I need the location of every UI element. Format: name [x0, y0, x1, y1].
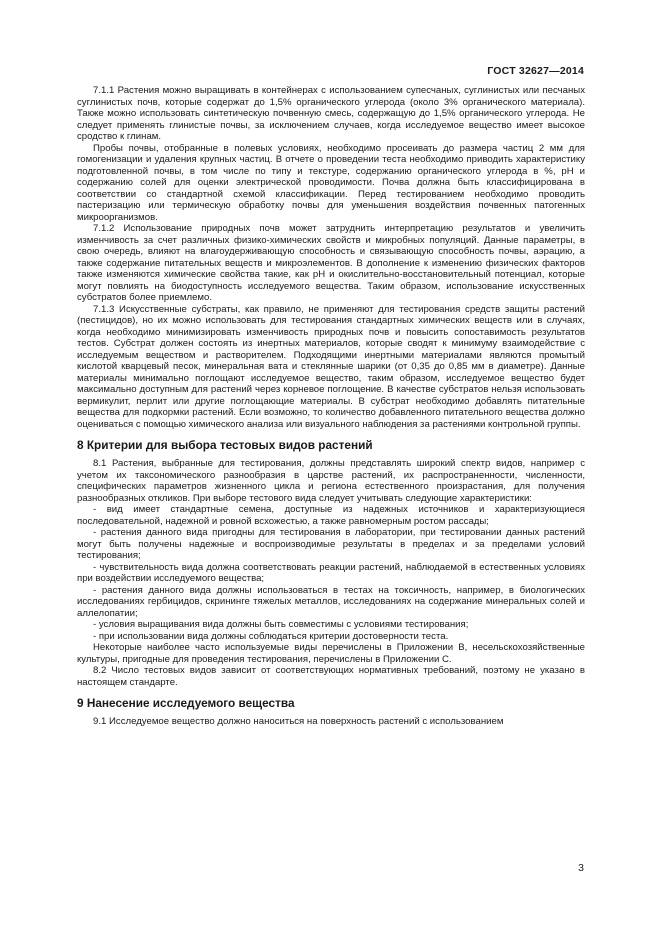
standard-header: ГОСТ 32627—2014: [487, 65, 584, 77]
list-item: - вид имеет стандартные семена, доступные из надежных источников и характеризующиеся последовательной, надежной и ровной всхожестью, а также равномерным ростом рассады;: [77, 504, 585, 527]
paragraph-species-note: Некоторые наиболее часто используемые виды перечислены в Приложении В, несельскохозяйственные культуры, пригодные для проведения тестирования, перечислены в Приложении С.: [77, 642, 585, 665]
list-item: - при использовании вида должны соблюдаться критерии достоверности теста.: [93, 630, 449, 642]
section-9-heading: 9 Нанесение исследуемого вещества: [77, 696, 295, 710]
paragraph-7-1-2: 7.1.2 Использование природных почв может затруднить интерпретацию результатов и увеличить изменчивость за счет различных физико-химических свойств и микробных популяций. Данные параметры, в свою очередь, влияют на влагоудерживающую способность и связывающую способность почвы, аэрацию, а также содержание питательных веществ и микроэлементов. В дополнение к изменению физических факторов также изменяются химические свойства такие, как pH и окислительно-восстановительный потенциал, которые могут повлиять на биодоступность исследуемого вещества. Таким образом, использование искусственных субстратов более приемлемо.: [77, 223, 585, 303]
list-item: - растения данного вида должны использоваться в тестах на токсичность, например, в биологических исследованиях гербицидов, скрининге тяжелых металлов, исследованиях на содержание минеральных солей и аллелопатии;: [77, 584, 585, 619]
document-body: [77, 85, 585, 728]
section-8-heading: 8 Критерии для выбора тестовых видов растений: [77, 438, 373, 452]
list-item: - чувствительность вида должна соответствовать реакции растений, наблюдаемой в естественных условиях при воздействии исследуемого вещества;: [77, 561, 585, 584]
paragraph-soil-samples: Пробы почвы, отобранные в полевых условиях, необходимо просеивать до размера частиц 2 мм для гомогенизации и удаления крупных частиц. В отчете о проведении теста необходимо приводить характеристику подготовленной почвы, в том числе по типу и текстуре, содержанию органического углерода в %, pH и содержанию солей для оценки электрической проводимости. Почва должна быть классифицирована в соответствии со стандартной схемой классификации. Перед тестированием необходимо проводить пастеризацию или термическую обработку почвы для уменьшения воздействия почвенных патогенных микроорганизмов.: [77, 142, 585, 223]
paragraph-8-2: 8.2 Число тестовых видов зависит от соответствующих нормативных требований, поэтому не указано в настоящем стандарте.: [77, 665, 585, 688]
paragraph-7-1-3: 7.1.3 Искусственные субстраты, как правило, не применяют для тестирования средств защиты растений (пестицидов), но их можно использовать для тестирования стандартных химических веществ или в случаях, когда необходимо минимизировать изменчивость природных почв и повысить сопоставимость результатов тестов. Субстрат должен состоять из инертных материалов, которые сводят к минимуму взаимодействие с исследуемым веществом и растворителем. Подходящими инертными материалами являются промытый кислотой кварцевый песок, минеральная вата и стеклянные шарики (от 0,35 до 0,85 мм в диаметре). Данные материалы минимально поглощают исследуемое вещество, таким образом, исследуемое вещество будет максимально доступным для растений через корневое поглощение. В качестве субстратов нельзя использовать вермикулит, перлит или другие поглощающие материалы. В субстрат необходимо добавлять питательные вещества для подкормки растений. Если возможно, то количество добавленного питательного вещества должно оцениваться с помощью химического анализа или визуального наблюдения за растениями контрольной группы.: [77, 303, 585, 430]
paragraph-7-1-1: 7.1.1 Растения можно выращивать в контейнерах с использованием супесчаных, суглинистых или песчаных суглинистых почв, которые содержат до 1,5% органического углерода (около 3% органического материала). Также можно использовать синтетическую почвенную смесь, содержащую до 1,5% органического углерода. Не следует применять глинистые почвы, за исключением случаев, когда исследуемое вещество имеет высокое сродство к глинам.: [77, 85, 585, 142]
list-item: - условия выращивания вида должны быть совместимы с условиями тестирования;: [93, 619, 469, 630]
paragraph-9-1: 9.1 Исследуемое вещество должно наноситься на поверхность растений с использованием: [93, 716, 504, 727]
page-number: 3: [578, 862, 584, 874]
paragraph-8-1: 8.1 Растения, выбранные для тестирования, должны представлять широкий спектр видов, например с учетом их таксономического разнообразия в царстве растений, их распространенности, численности, специфических параметров жизненного цикла и региона естественного произрастания, для получения разнообразных откликов. При выборе тестового вида следует учитывать следующие характеристики:: [77, 458, 585, 504]
list-item: - растения данного вида пригодны для тестирования в лаборатории, при тестировании данных растений могут быть получены надежные и воспроизводимые результаты в пределах и за пределами условий тестирования;: [77, 527, 585, 561]
